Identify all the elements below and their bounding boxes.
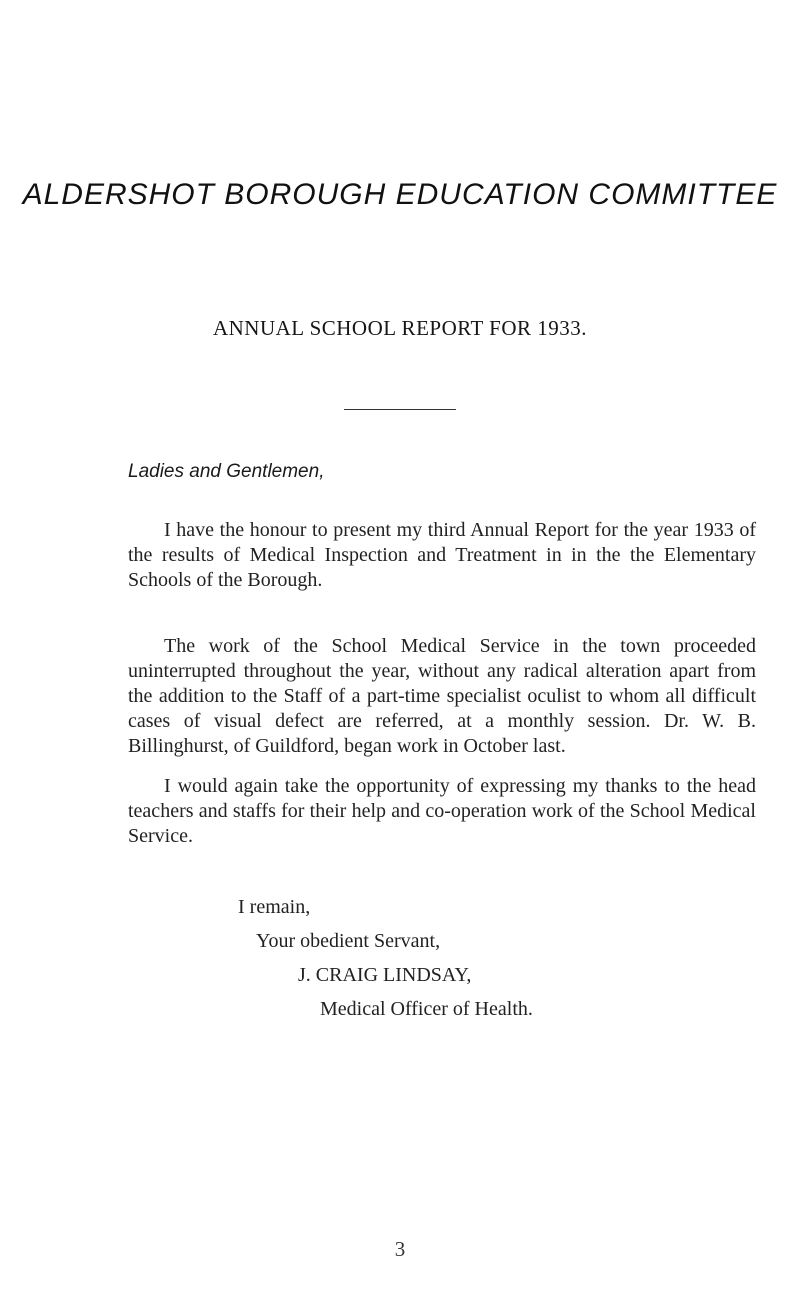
paragraph-introduction: I have the honour to present my third Annual Report for the year 1933 of the results of Medical Inspection and Treatment in in the the Elementary Schools of the Borough. — [128, 519, 756, 591]
page-number: 3 — [394, 1237, 406, 1261]
closing-servant: Your obedient Servant, — [256, 930, 441, 952]
paragraph-thanks: I would again take the opportunity of expressing my thanks to the head teachers and staffs for their help and co-operation work of the School Medical Service. — [128, 775, 756, 847]
signature-title: Medical Officer of Health. — [320, 998, 533, 1020]
closing-remain: I remain, — [238, 896, 311, 918]
document-heading: ALDERSHOT BOROUGH EDUCATION COMMITTEE — [22, 178, 778, 211]
divider-rule — [344, 409, 456, 410]
signature-name: J. CRAIG LINDSAY, — [298, 964, 472, 986]
paragraph-medical-service: The work of the School Medical Service in the town proceeded uninterrupted throughout the year, without any radical alteration apart from the addition to the Staff of a part-time specialist oculist to whom all difficult cases of visual defect are referred, at a monthly session. Dr. W. B. Billinghurst, of Guildford, began work in October last. — [128, 635, 756, 757]
report-title: ANNUAL SCHOOL REPORT FOR 1933. — [212, 316, 588, 340]
salutation: Ladies and Gentlemen, — [128, 461, 325, 482]
